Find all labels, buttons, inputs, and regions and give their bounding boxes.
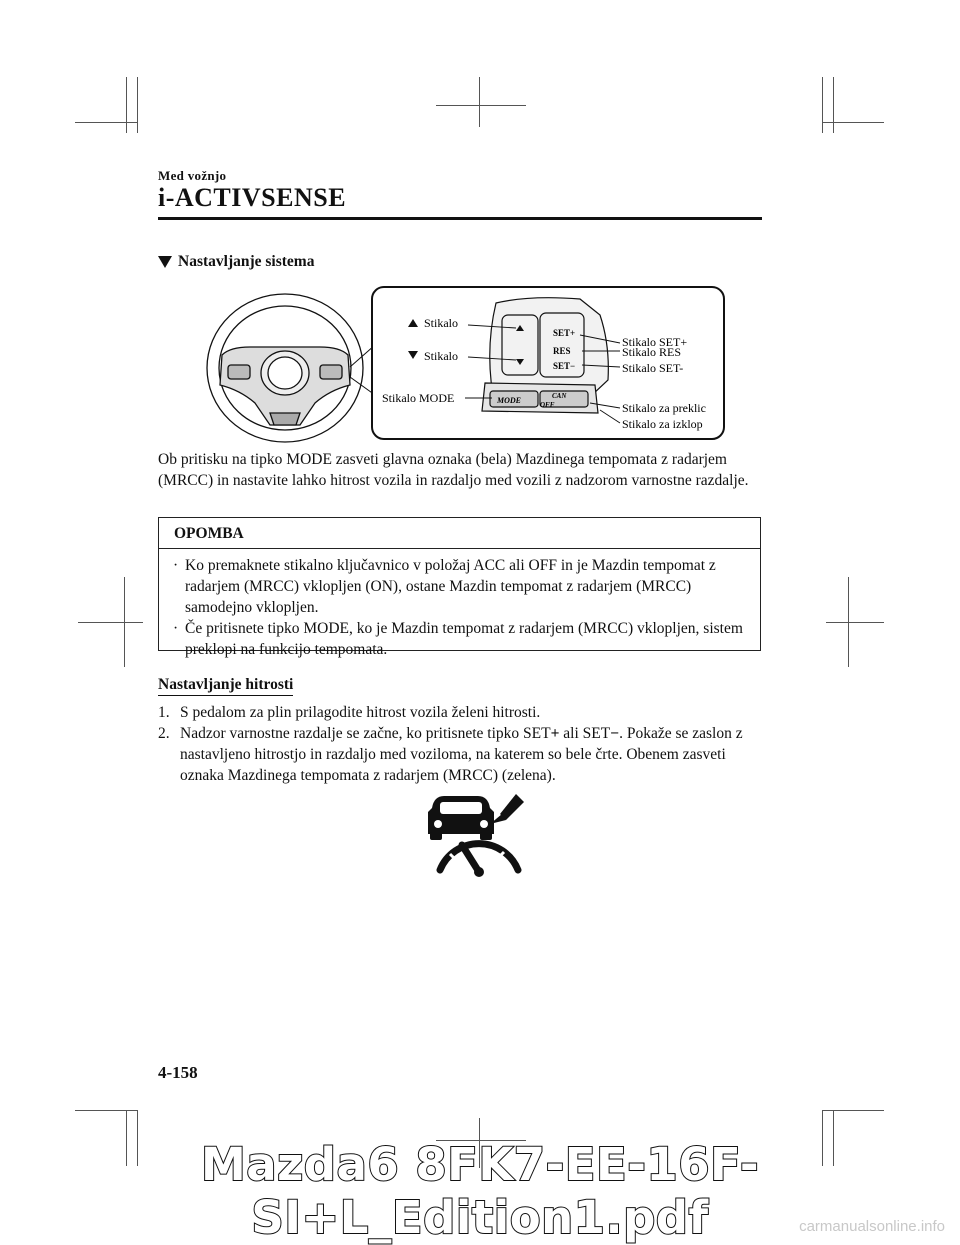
step-text: ali SET [559,725,611,742]
crop-mark [137,77,138,133]
steering-wheel-figure [200,285,730,445]
subheading: Nastavljanje hitrosti [158,676,293,696]
page-number: 4-158 [158,1063,198,1082]
page-title: i-ACTIVSENSE [158,183,347,212]
minus-symbol: − [610,725,620,742]
step-text: S pedalom za plin prilagodite hitrost vozila želeni hitrosti. [180,704,541,721]
res-button-text: RES [553,346,571,356]
section-heading [158,253,314,271]
note-item [159,618,760,660]
step-text: . Pokaže se zaslon z nastavljeno hitrostjo in razdaljo med voziloma, na katerem so bele črte. Obenem zasveti oznaka Mazdinega tempomata z radarjem (MRCC) (zelena). [180,725,743,784]
triangle-bullet-icon [158,256,172,268]
crop-mark [126,77,127,133]
crop-mark [833,77,834,133]
label-down-switch: Stikalo [424,349,459,363]
set-plus-button-text: SET+ [553,328,576,338]
footer-filename: Mazda6 8FK7-EE-16F-SI+L_Edition1.pdf [200,1138,760,1244]
header-divider [158,217,762,220]
bullet-dot-icon: · [173,620,179,637]
label-off-switch: Stikalo za izklop [622,417,703,431]
note-item-text: Če pritisnete tipko MODE, ko je Mazdin tempomat z radarjem (MRCC) vklopljen, sistem preklopi na funkcijo tempomata. [185,620,743,658]
watermark: carmanualsonline.info [799,1218,945,1235]
plus-symbol: + [550,725,560,742]
crop-mark [75,122,137,123]
step-number: 2. [158,725,170,742]
crop-mark [78,622,143,623]
label-res-switch: Stikalo RES [622,345,682,359]
label-set-minus-switch: Stikalo SET- [622,361,684,375]
label-up-switch: Stikalo [424,316,459,330]
crop-mark [826,622,884,623]
mode-button-text: MODE [497,396,522,405]
crop-mark [479,77,480,127]
intro-paragraph: Ob pritisku na tipko MODE zasveti glavna oznaka (bela) Mazdinega tempomata z radarjem (MRCC) in nastavite lahko hitrost vozila in razdaljo med vozili z nadzorom varnostne razdalje. [158,451,749,489]
section-heading-text: Nastavljanje sistema [178,253,315,270]
crop-mark [75,1110,137,1111]
bullet-dot-icon: · [173,557,179,574]
label-set-plus-switch: Stikalo SET+ [622,335,688,349]
set-minus-button-text: SET− [553,361,576,371]
crop-mark [822,1110,884,1111]
crop-mark [822,122,884,123]
off-button-text: OFF [540,401,555,409]
note-title: OPOMBA [159,518,760,549]
steps-list [158,702,770,786]
section-label: Med vožnjo [158,168,227,183]
note-box [158,517,761,658]
list-item [158,702,770,723]
crop-mark [436,105,526,106]
can-button-text: CAN [552,392,567,400]
list-item [158,723,770,786]
note-item [159,555,760,618]
label-mode-switch: Stikalo MODE [382,391,455,405]
crop-mark [822,77,823,133]
label-cancel-switch: Stikalo za preklic [622,401,706,415]
step-number: 1. [158,704,170,721]
steering-wheel-illustration [207,294,363,442]
step-text: Nadzor varnostne razdalje se začne, ko pritisnete tipko SET [180,725,551,742]
note-item-text: Ko premaknete stikalno ključavnico v položaj ACC ali OFF in je Mazdin tempomat z radarjem (MRCC) vklopljen (ON), ostane Mazdin tempomat z radarjem (MRCC) samodejno vklopljen. [185,557,716,616]
mrcc-indicator-icon [420,790,530,880]
